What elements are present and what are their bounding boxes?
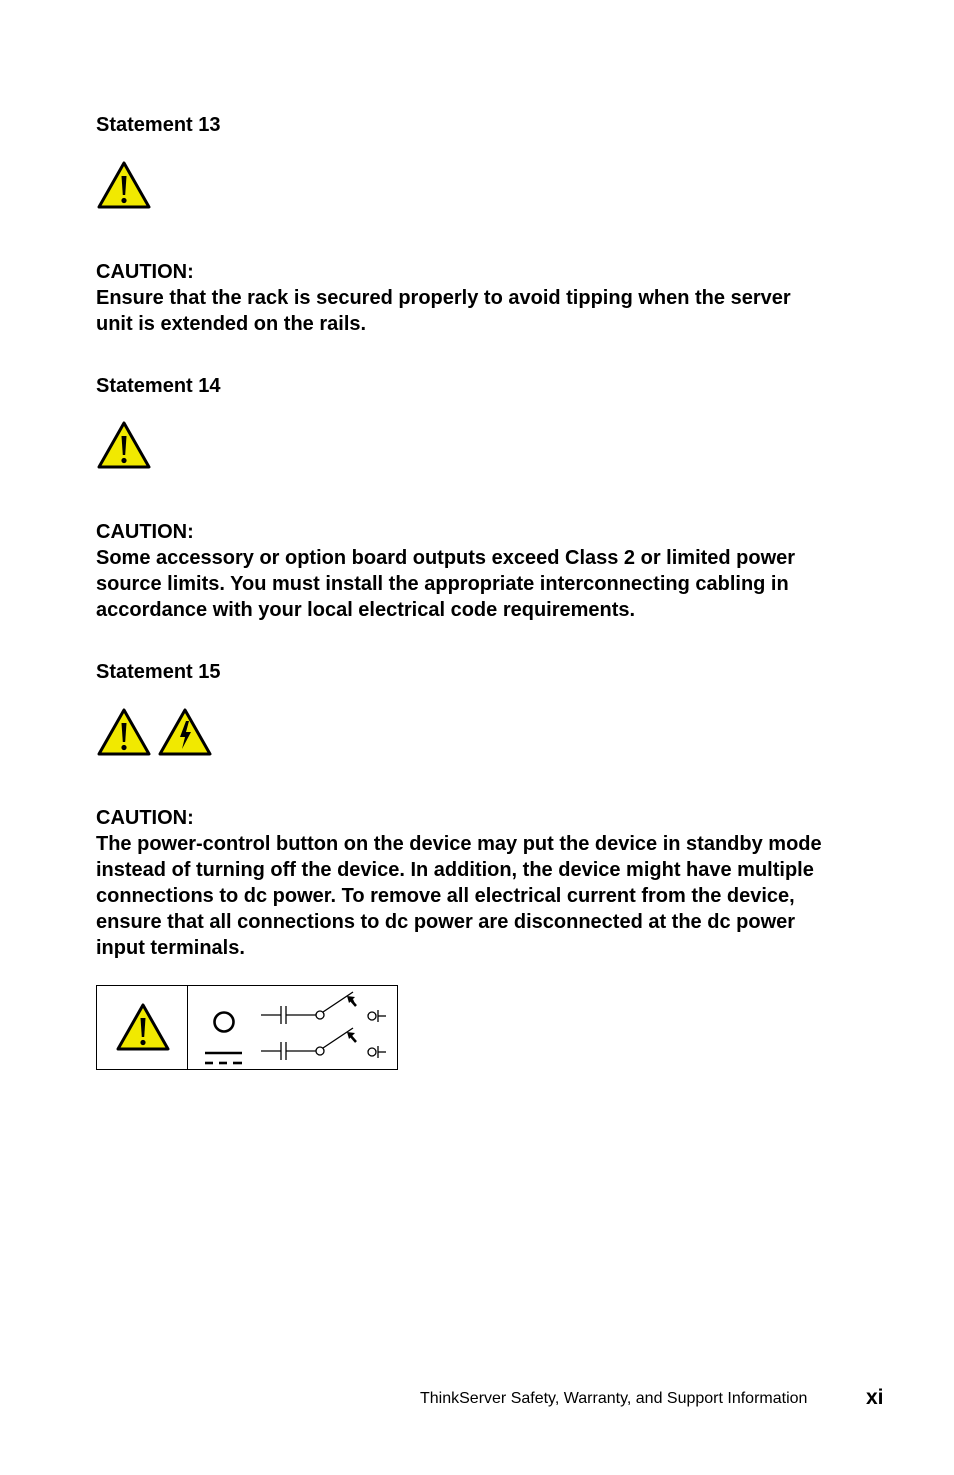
page-number: xi xyxy=(866,1386,884,1409)
electrical-hazard-icon xyxy=(157,707,213,757)
warning-triangle-icon xyxy=(96,707,152,757)
warning-triangle-icon xyxy=(96,160,152,210)
warning-triangle-icon xyxy=(96,420,152,470)
caution-label: CAUTION: xyxy=(96,261,194,283)
caution-label: CAUTION: xyxy=(96,521,194,543)
caution-line: unit is extended on the rails. xyxy=(96,313,367,335)
caution-line: instead of turning off the device. In addition, the device might have multiple xyxy=(96,859,814,881)
caution-line: Some accessory or option board outputs exceed Class 2 or limited power xyxy=(96,547,796,569)
caution-label: CAUTION: xyxy=(96,807,194,829)
caution-line: ensure that all connections to dc power are disconnected at the dc power xyxy=(96,911,796,933)
caution-line: input terminals. xyxy=(96,937,245,959)
footer-title: ThinkServer Safety, Warranty, and Support Information xyxy=(420,1390,808,1407)
warning-triangle-icon xyxy=(115,1002,171,1052)
dc-disconnect-schematic-icon xyxy=(189,986,397,1069)
dc-power-diagram xyxy=(96,985,398,1070)
caution-line: The power-control button on the device may put the device in standby mode xyxy=(96,833,822,855)
statement-15-caution xyxy=(96,805,896,961)
caution-line: source limits. You must install the appropriate interconnecting cabling in xyxy=(96,573,789,595)
caution-line: connections to dc power. To remove all electrical current from the device, xyxy=(96,885,795,907)
statement-13-title: Statement 13 xyxy=(96,114,221,136)
statement-15-title: Statement 15 xyxy=(96,661,221,683)
statement-13-caution xyxy=(96,259,896,337)
diagram-divider xyxy=(187,986,188,1069)
statement-14-title: Statement 14 xyxy=(96,375,221,397)
caution-line: Ensure that the rack is secured properly to avoid tipping when the server xyxy=(96,287,791,309)
statement-14-caution xyxy=(96,519,896,623)
caution-line: accordance with your local electrical code requirements. xyxy=(96,599,636,621)
